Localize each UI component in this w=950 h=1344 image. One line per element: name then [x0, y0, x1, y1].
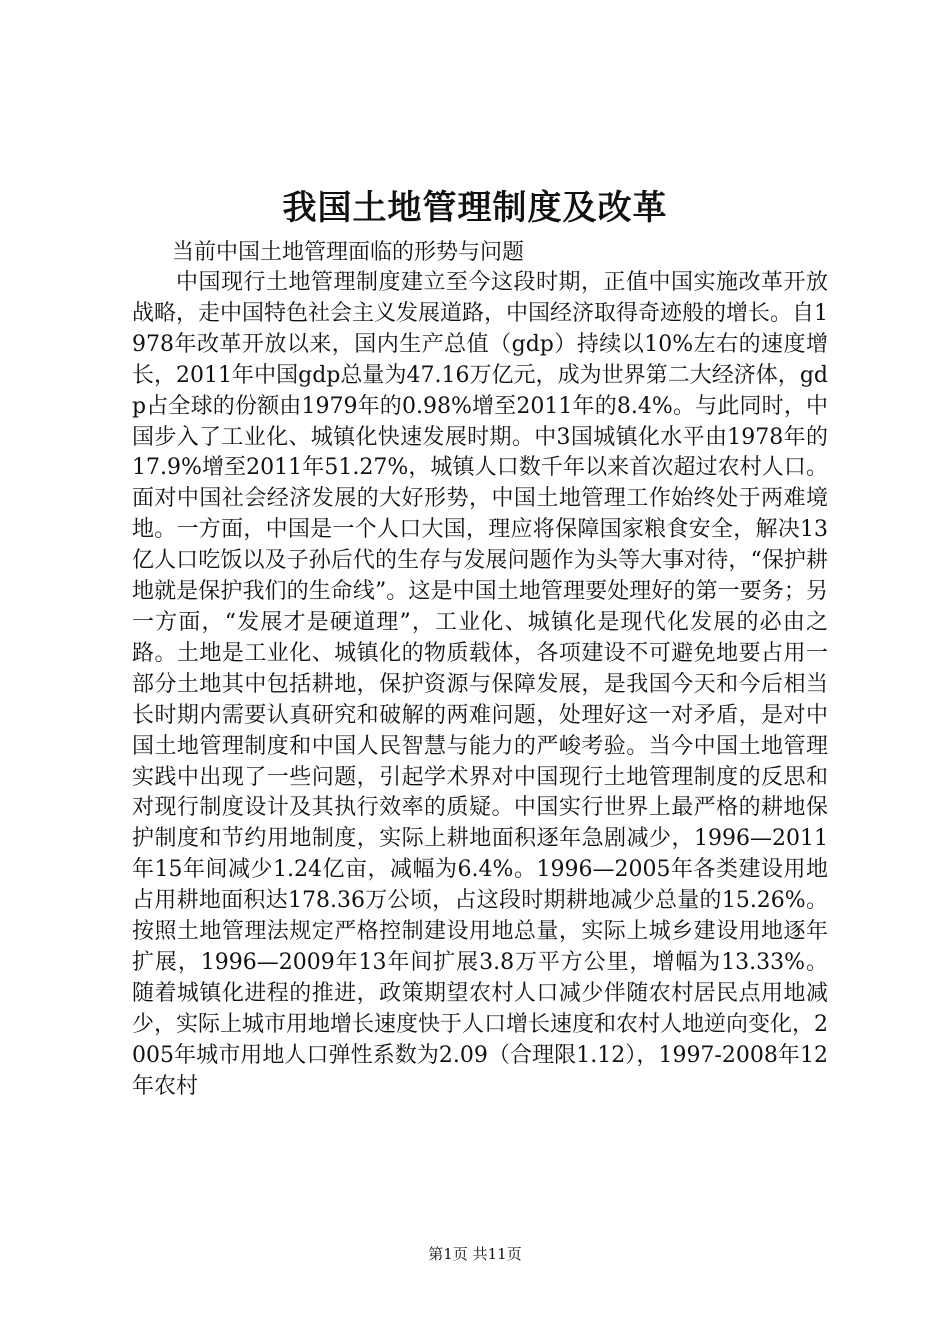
section-heading: 当前中国土地管理面临的形势与问题	[172, 240, 525, 265]
document-title: 我国土地管理制度及改革	[282, 188, 668, 228]
body-paragraph: 中国现行土地管理制度建立至今这段时期，正值中国实施改革开放战略，走中国特色社会主义发展道路，中国经济取得奇迹般的增长。自1978年改革开放以来，国内生产总值（gdp）持续以10%左右的速度增长，2011年中国gdp总量为47.16万亿元，成为世界第二大经济体，gdp占全球的份额由1979年的0.98%增至2011年的8.4%。与此同时，中国步入了工业化、城镇化快速发展时期。中3国城镇化水平由1978年的17.9%增至2011年51.27%，城镇人口数千年以来首次超过农村人口。面对中国社会经济发展的大好形势，中国土地管理工作始终处于两难境地。一方面，中国是一个人口大国，理应将保障国家粮食安全，解决13亿人口吃饭以及子孙后代的生存与发展问题作为头等大事对待，“保护耕地就是保护我们的生命线”。这是中国土地管理要处理好的第一要务；另一方面，“发展才是硬道理”，工业化、城镇化是现代化发展的必由之路。土地是工业化、城镇化的物质载体，各项建设不可避免地要占用一部分土地其中包括耕地，保护资源与保障发展，是我国今天和今后相当长时期内需要认真研究和破解的两难问题，处理好这一对矛盾，是对中国土地管理制度和中国人民智慧与能力的严峻考验。当今中国土地管理实践中出现了一些问题，引起学术界对中国现行土地管理制度的反思和对现行制度设计及其执行效率的质疑。中国实行世界上最严格的耕地保护制度和节约用地制度，实际上耕地面积逐年急剧减少，1996—2011年15年间减少1.24亿亩，减幅为6.4%。1996—2005年各类建设用地占用耕地面积达178.36万公顷，占这段时期耕地减少总量的15.26%。按照土地管理法规定严格控制建设用地总量，实际上城乡建设用地逐年扩展，1996—2009年13年间扩展3.8万平方公里，增幅为13.33%。随着城镇化进程的推进，政策期望农村人口减少伴随农村居民点用地减少，实际上城市用地增长速度快于人口增长速度和农村人地逆向变化，2005年城市用地人口弹性系数为2.09（合理限1.12），1997-2008年12年农村	[132, 270, 828, 1099]
page-footer: 第1页 共11页	[428, 1245, 522, 1263]
